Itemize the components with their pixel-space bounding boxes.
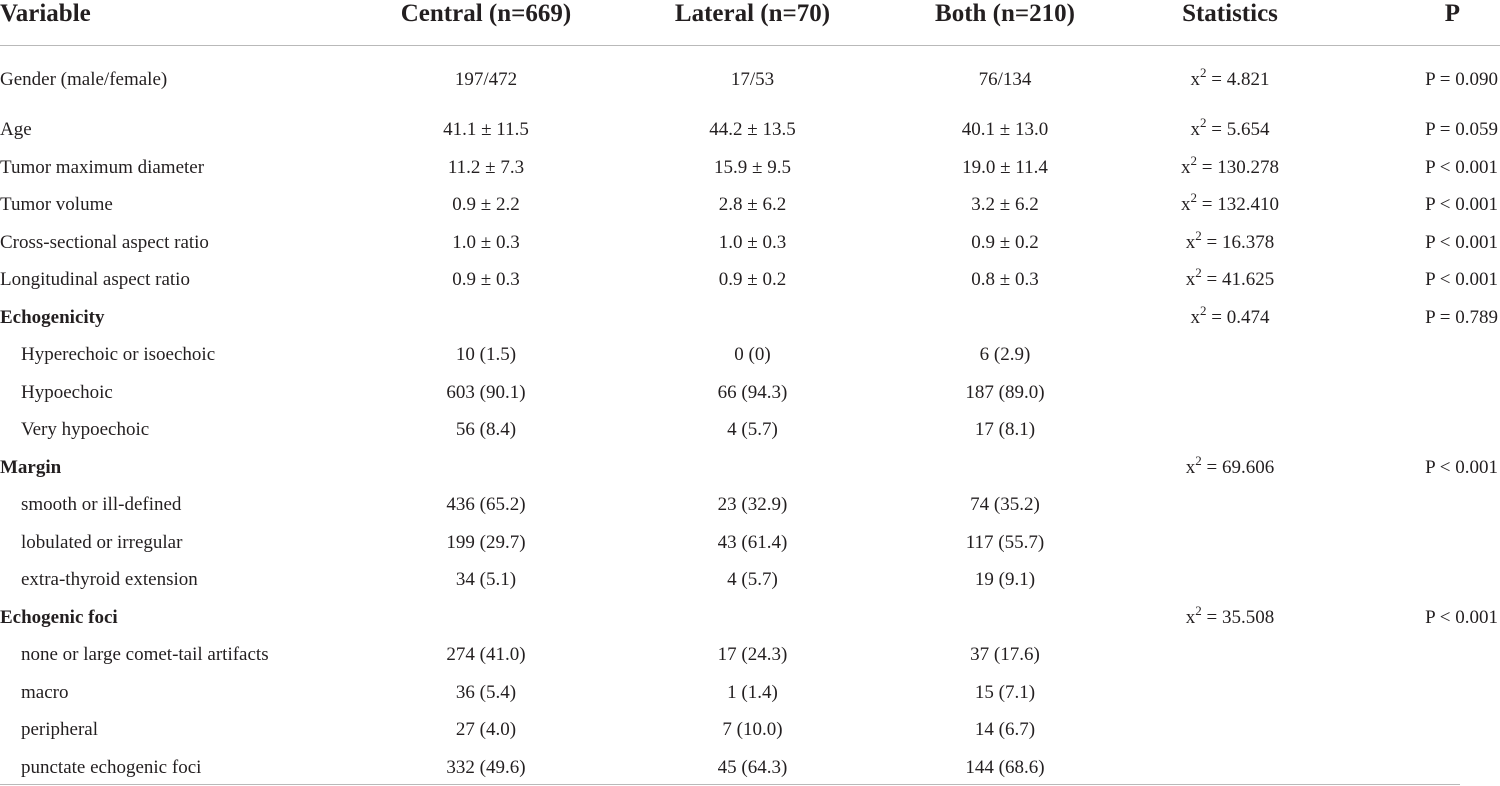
table-row [0,374,1500,412]
cell-both: 144 (68.6) [965,756,1045,778]
cell-p: P < 0.001 [1425,194,1498,215]
cell-both [905,449,1105,487]
cell-statistics [1105,299,1355,337]
cell-variable: Tumor maximum diameter [0,156,205,178]
cell-variable: Cross-sectional aspect ratio [0,231,209,253]
table-row [0,111,1500,149]
cell-both: 3.2 ± 6.2 [971,194,1039,215]
header-central: Central (n=669) [372,0,600,46]
cell-p [1355,374,1500,412]
cell-p [1355,749,1500,786]
stat-value: = 130.278 [1197,156,1279,178]
cell-central: 34 (5.1) [455,569,517,590]
cell-both: 76/134 [978,69,1032,90]
stat-symbol: x [1185,456,1196,478]
cell-lateral: 66 (94.3) [717,381,788,403]
cell-central: 27 (4.0) [455,719,517,740]
cell-variable: peripheral [21,719,99,740]
stat-superscript: 2 [1195,452,1202,468]
stat-value: = 132.410 [1197,194,1279,215]
cell-p [1355,674,1500,712]
cell-p: P = 0.090 [1425,69,1498,90]
stat-superscript: 2 [1200,65,1207,80]
cell-central [372,449,600,487]
stat-symbol: x [1185,269,1196,290]
cell-variable: Hypoechoic [21,381,113,403]
header-row [0,0,1500,46]
table-row [0,46,1500,112]
cell-both: 40.1 ± 13.0 [961,119,1049,140]
cell-both: 74 (35.2) [970,494,1040,515]
cell-variable: Margin [0,456,62,478]
cell-statistics [1105,111,1355,149]
table-row [0,411,1500,449]
cell-both: 187 (89.0) [965,381,1045,403]
table-row [0,336,1500,374]
cell-variable: Hyperechoic or isoechoic [21,344,216,365]
cell-central [372,599,600,637]
cell-both: 14 (6.7) [974,719,1036,740]
cell-both: 19.0 ± 11.4 [962,156,1048,178]
header-statistics: Statistics [1105,0,1355,46]
cell-statistics [1105,186,1355,224]
header-p: P [1355,0,1500,46]
table-row [0,711,1500,749]
cell-statistics [1105,224,1355,262]
stat-symbol: x [1181,194,1191,215]
table-row [0,261,1500,299]
table-row [0,674,1500,712]
cell-statistics [1105,749,1355,786]
cell-both [905,299,1105,337]
cell-lateral [600,599,905,637]
cell-statistics [1105,599,1355,637]
cell-p [1355,636,1500,674]
table-row [0,299,1500,337]
cell-p: P < 0.001 [1425,231,1498,253]
cell-variable: punctate echogenic foci [21,756,202,778]
cell-both: 6 (2.9) [979,344,1031,365]
stat-value: = 5.654 [1206,119,1270,140]
cell-lateral: 0.9 ± 0.2 [718,269,787,290]
cell-variable: lobulated or irregular [21,531,183,553]
stat-value: = 69.606 [1201,456,1275,478]
cell-central: 1.0 ± 0.3 [452,231,520,253]
cell-statistics [1105,411,1355,449]
table-row [0,224,1500,262]
stat-symbol: x [1190,306,1201,328]
cell-both: 0.8 ± 0.3 [971,269,1039,290]
cell-lateral: 1 (1.4) [727,681,778,703]
cell-p [1355,411,1500,449]
table-row [0,749,1500,786]
cell-statistics [1105,374,1355,412]
table-row [0,561,1500,599]
header-both: Both (n=210) [905,0,1105,46]
cell-lateral [600,299,905,337]
bottom-rule [0,784,1460,785]
cell-central: 11.2 ± 7.3 [447,156,525,178]
cell-statistics [1105,449,1355,487]
cell-central: 603 (90.1) [446,381,526,403]
cell-central: 436 (65.2) [446,494,526,515]
table-row [0,599,1500,637]
cell-lateral: 43 (61.4) [717,531,788,553]
stat-value: = 41.625 [1201,269,1275,290]
table-row [0,149,1500,187]
stat-superscript: 2 [1190,190,1198,205]
stat-value: = 4.821 [1206,69,1270,90]
cell-statistics [1105,46,1355,112]
cell-lateral: 7 (10.0) [722,719,783,740]
cell-central: 0.9 ± 0.3 [452,269,520,290]
stat-superscript: 2 [1200,302,1207,318]
cell-lateral: 15.9 ± 9.5 [714,156,791,178]
cell-lateral: 0 (0) [734,344,771,365]
cell-lateral [600,449,905,487]
cell-variable: Echogenicity [0,306,105,328]
table-row [0,636,1500,674]
stat-superscript: 2 [1200,115,1207,130]
table-header [0,0,1500,46]
stat-value: = 0.474 [1206,306,1270,328]
stat-symbol: x [1185,231,1196,253]
stat-superscript: 2 [1190,152,1198,168]
cell-statistics [1105,336,1355,374]
stat-superscript: 2 [1195,265,1202,280]
cell-central: 41.1 ± 11.5 [443,119,529,140]
stat-superscript: 2 [1195,227,1202,243]
cell-statistics [1105,561,1355,599]
cell-central: 10 (1.5) [455,344,517,365]
cell-statistics [1105,711,1355,749]
cell-variable: Very hypoechoic [21,419,150,440]
cell-statistics [1105,149,1355,187]
header-lateral: Lateral (n=70) [600,0,905,46]
table-row [0,524,1500,562]
cell-central: 56 (8.4) [455,419,517,440]
cell-central [372,299,600,337]
cell-both: 15 (7.1) [974,681,1036,703]
cell-lateral: 4 (5.7) [727,419,778,440]
cell-p [1355,711,1500,749]
cell-p: P < 0.001 [1425,269,1498,290]
cell-central: 274 (41.0) [446,644,526,665]
cell-p: P < 0.001 [1425,156,1498,178]
cell-lateral: 45 (64.3) [717,756,788,778]
stat-superscript: 2 [1195,602,1202,618]
table-row [0,186,1500,224]
cell-variable: Longitudinal aspect ratio [0,269,190,290]
cell-central: 36 (5.4) [455,681,517,703]
cell-variable: extra-thyroid extension [21,569,198,590]
cell-both: 19 (9.1) [974,569,1036,590]
stat-symbol: x [1185,606,1196,628]
stat-symbol: x [1190,69,1201,90]
cell-lateral: 1.0 ± 0.3 [718,231,787,253]
cell-both [905,599,1105,637]
cell-p [1355,561,1500,599]
cell-lateral: 2.8 ± 6.2 [718,194,787,215]
cell-statistics [1105,636,1355,674]
cell-lateral: 44.2 ± 13.5 [709,119,796,140]
stat-value: = 35.508 [1201,606,1275,628]
cell-both: 37 (17.6) [970,644,1040,665]
cell-p: P < 0.001 [1425,606,1498,628]
cell-p [1355,486,1500,524]
cell-statistics [1105,261,1355,299]
cell-central: 332 (49.6) [446,756,526,778]
cell-p [1355,336,1500,374]
cell-statistics [1105,524,1355,562]
cell-statistics [1105,674,1355,712]
table-body [0,46,1500,786]
cell-p [1355,524,1500,562]
cell-p: P = 0.789 [1425,306,1498,328]
cell-lateral: 17/53 [730,69,775,90]
cell-variable: Age [0,119,32,140]
cell-variable: Echogenic foci [0,606,118,628]
cell-variable: smooth or ill-defined [21,494,182,515]
table-row [0,486,1500,524]
cell-p: P < 0.001 [1425,456,1498,478]
cell-lateral: 23 (32.9) [717,494,788,515]
stat-symbol: x [1181,156,1191,178]
cell-central: 199 (29.7) [446,531,526,553]
cell-variable: none or large comet-tail artifacts [21,644,269,665]
cell-both: 0.9 ± 0.2 [971,231,1039,253]
cell-variable: Tumor volume [0,194,113,215]
cell-statistics [1105,486,1355,524]
table-row [0,449,1500,487]
cell-lateral: 17 (24.3) [717,644,788,665]
cell-variable: Gender (male/female) [0,69,168,90]
header-variable: Variable [0,0,372,46]
cell-lateral: 4 (5.7) [727,569,778,590]
cell-both: 17 (8.1) [974,419,1036,440]
stat-value: = 16.378 [1201,231,1275,253]
cell-central: 197/472 [454,69,518,90]
cell-variable: macro [21,681,69,703]
cell-both: 117 (55.7) [965,531,1045,553]
cell-p: P = 0.059 [1425,119,1498,140]
stat-symbol: x [1190,119,1201,140]
cell-central: 0.9 ± 2.2 [452,194,520,215]
